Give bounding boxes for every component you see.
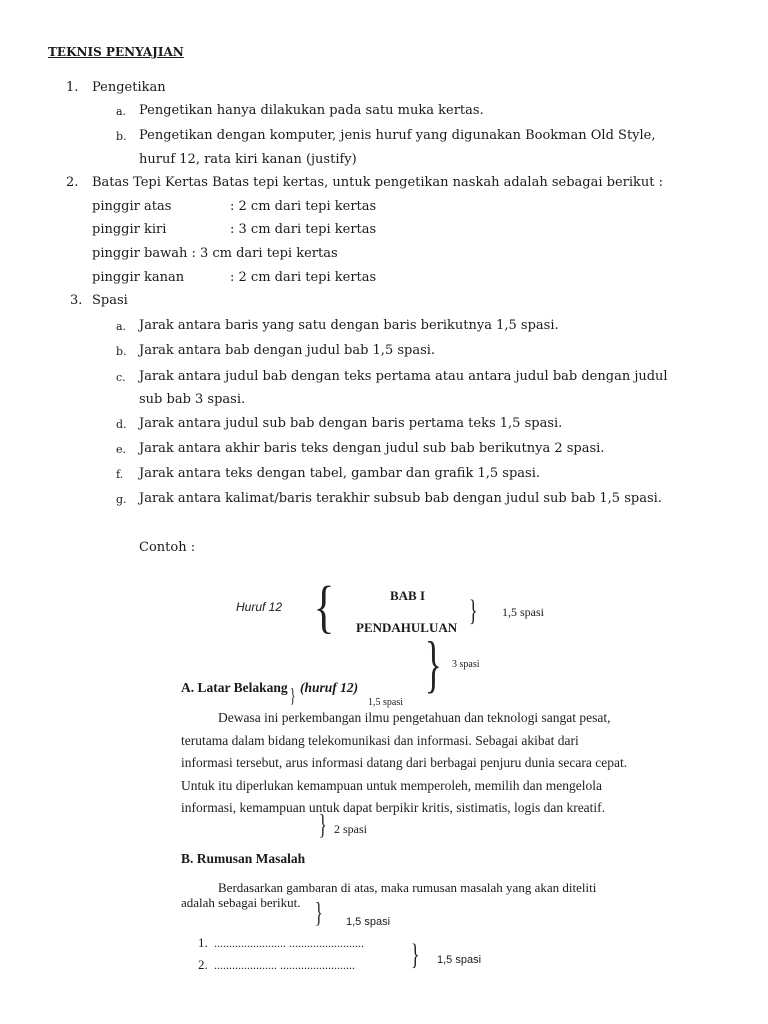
item-1a-letter: a. (116, 105, 127, 118)
margin-left-label: pinggir kiri (92, 222, 167, 237)
margin-right-label: pinggir kanan (92, 270, 185, 285)
spacing-list-note: 1,5 spasi (437, 954, 482, 966)
item-3a-letter: a. (116, 320, 127, 333)
right-brace-icon: } (318, 810, 327, 841)
item-3c-continuation: sub bab 3 spasi. (139, 392, 246, 407)
item-3b-text: Jarak antara bab dengan judul bab 1,5 spasi. (139, 343, 436, 358)
spacing-2-note: 2 spasi (334, 822, 367, 836)
spacing-title-note: 1,5 spasi (502, 605, 544, 619)
list-b-dots: ..................... ......................... (214, 958, 355, 972)
sub-a-heading: A. Latar Belakang (181, 680, 288, 695)
item-3g-text: Jarak antara kalimat/baris terakhir subsub bab dengan judul sub bab 1,5 spasi. (139, 491, 662, 506)
right-brace-icon: } (424, 628, 442, 699)
right-brace-icon: } (468, 594, 478, 627)
huruf-note: Huruf 12 (236, 600, 283, 614)
item-3c-text: Jarak antara judul bab dengan teks pertama atau antara judul bab dengan judul (139, 369, 668, 384)
section-2-heading: Batas Tepi Kertas Batas tepi kertas, untuk pengetikan naskah adalah sebagai berikut : (92, 175, 664, 190)
item-3d-letter: d. (116, 418, 127, 431)
item-1a-text: Pengetikan hanya dilakukan pada satu muka kertas. (139, 103, 484, 118)
item-3b-letter: b. (116, 345, 127, 358)
right-brace-icon: } (410, 938, 420, 971)
spacing-sub-b-note: 1,5 spasi (346, 916, 391, 928)
document-title: TEKNIS PENYAJIAN (48, 45, 184, 59)
item-1b-letter: b. (116, 130, 127, 143)
section-1-number: 1. (66, 80, 79, 95)
paragraph-a (181, 707, 638, 820)
left-brace-icon: { (313, 574, 335, 639)
item-3e-text: Jarak antara akhir baris teks dengan judul sub bab berikutnya 2 spasi. (139, 441, 605, 456)
paragraph-a-line: informasi tersebut, arus informasi datang dari berbagai penjuru dunia secara cepat. (181, 755, 628, 770)
contoh-label: Contoh : (139, 540, 196, 555)
item-3a-text: Jarak antara baris yang satu dengan baris berikutnya 1,5 spasi. (139, 318, 559, 333)
paragraph-b-line: adalah sebagai berikut. (181, 895, 301, 910)
list-b-number: 2. (198, 957, 208, 972)
item-3g-letter: g. (116, 493, 127, 506)
paragraph-a-line: Dewasa ini perkembangan ilmu pengetahuan dan teknologi sangat pesat, (218, 710, 611, 725)
margin-left-value: : 3 cm dari tepi kertas (230, 222, 377, 237)
spacing-3-note: 3 spasi (452, 659, 480, 670)
paragraph-a-line: Untuk itu diperlukan kemampuan untuk memperoleh, memilih dan mengelola (181, 777, 603, 793)
bab-subtitle: PENDAHULUAN (356, 620, 458, 635)
item-3d-text: Jarak antara judul sub bab dengan baris pertama teks 1,5 spasi. (139, 416, 563, 431)
bab-title: BAB I (390, 588, 426, 603)
section-3-number: 3. (70, 293, 83, 308)
item-1b-continuation: huruf 12, rata kiri kanan (justify) (139, 152, 357, 167)
sub-b-heading: B. Rumusan Masalah (181, 851, 306, 866)
paragraph-a-line: informasi, kemampuan untuk dapat berpikir kritis, sistimatis, logis dan kreatif. (181, 800, 606, 815)
right-brace-icon: } (289, 685, 296, 707)
spacing-sub-a-note: 1,5 spasi (368, 697, 403, 708)
sub-a-note: (huruf 12) (300, 680, 359, 695)
item-3f-text: Jarak antara teks dengan tabel, gambar dan grafik 1,5 spasi. (139, 466, 540, 481)
right-brace-icon: } (314, 898, 323, 929)
margin-right-value: : 2 cm dari tepi kertas (230, 270, 377, 285)
list-b-dots: ........................ ......................... (214, 936, 364, 950)
list-b-number: 1. (198, 935, 208, 950)
margin-top-label: pinggir atas (92, 199, 172, 214)
section-3-heading: Spasi (92, 293, 128, 308)
section-2-number: 2. (66, 175, 79, 190)
item-1b-text: Pengetikan dengan komputer, jenis huruf yang digunakan Bookman Old Style, (139, 128, 656, 143)
section-1-heading: Pengetikan (92, 80, 166, 95)
paragraph-a-line: terutama dalam bidang telekomunikasi dan informasi. Sebagai akibat dari (181, 732, 579, 748)
paragraph-b-line: Berdasarkan gambaran di atas, maka rumusan masalah yang akan diteliti (218, 880, 597, 895)
item-3f-letter: f. (116, 468, 124, 481)
item-3c-letter: c. (116, 371, 126, 384)
margin-top-value: : 2 cm dari tepi kertas (230, 199, 377, 214)
item-3e-letter: e. (116, 443, 127, 456)
margin-bottom-line: pinggir bawah : 3 cm dari tepi kertas (92, 246, 338, 261)
